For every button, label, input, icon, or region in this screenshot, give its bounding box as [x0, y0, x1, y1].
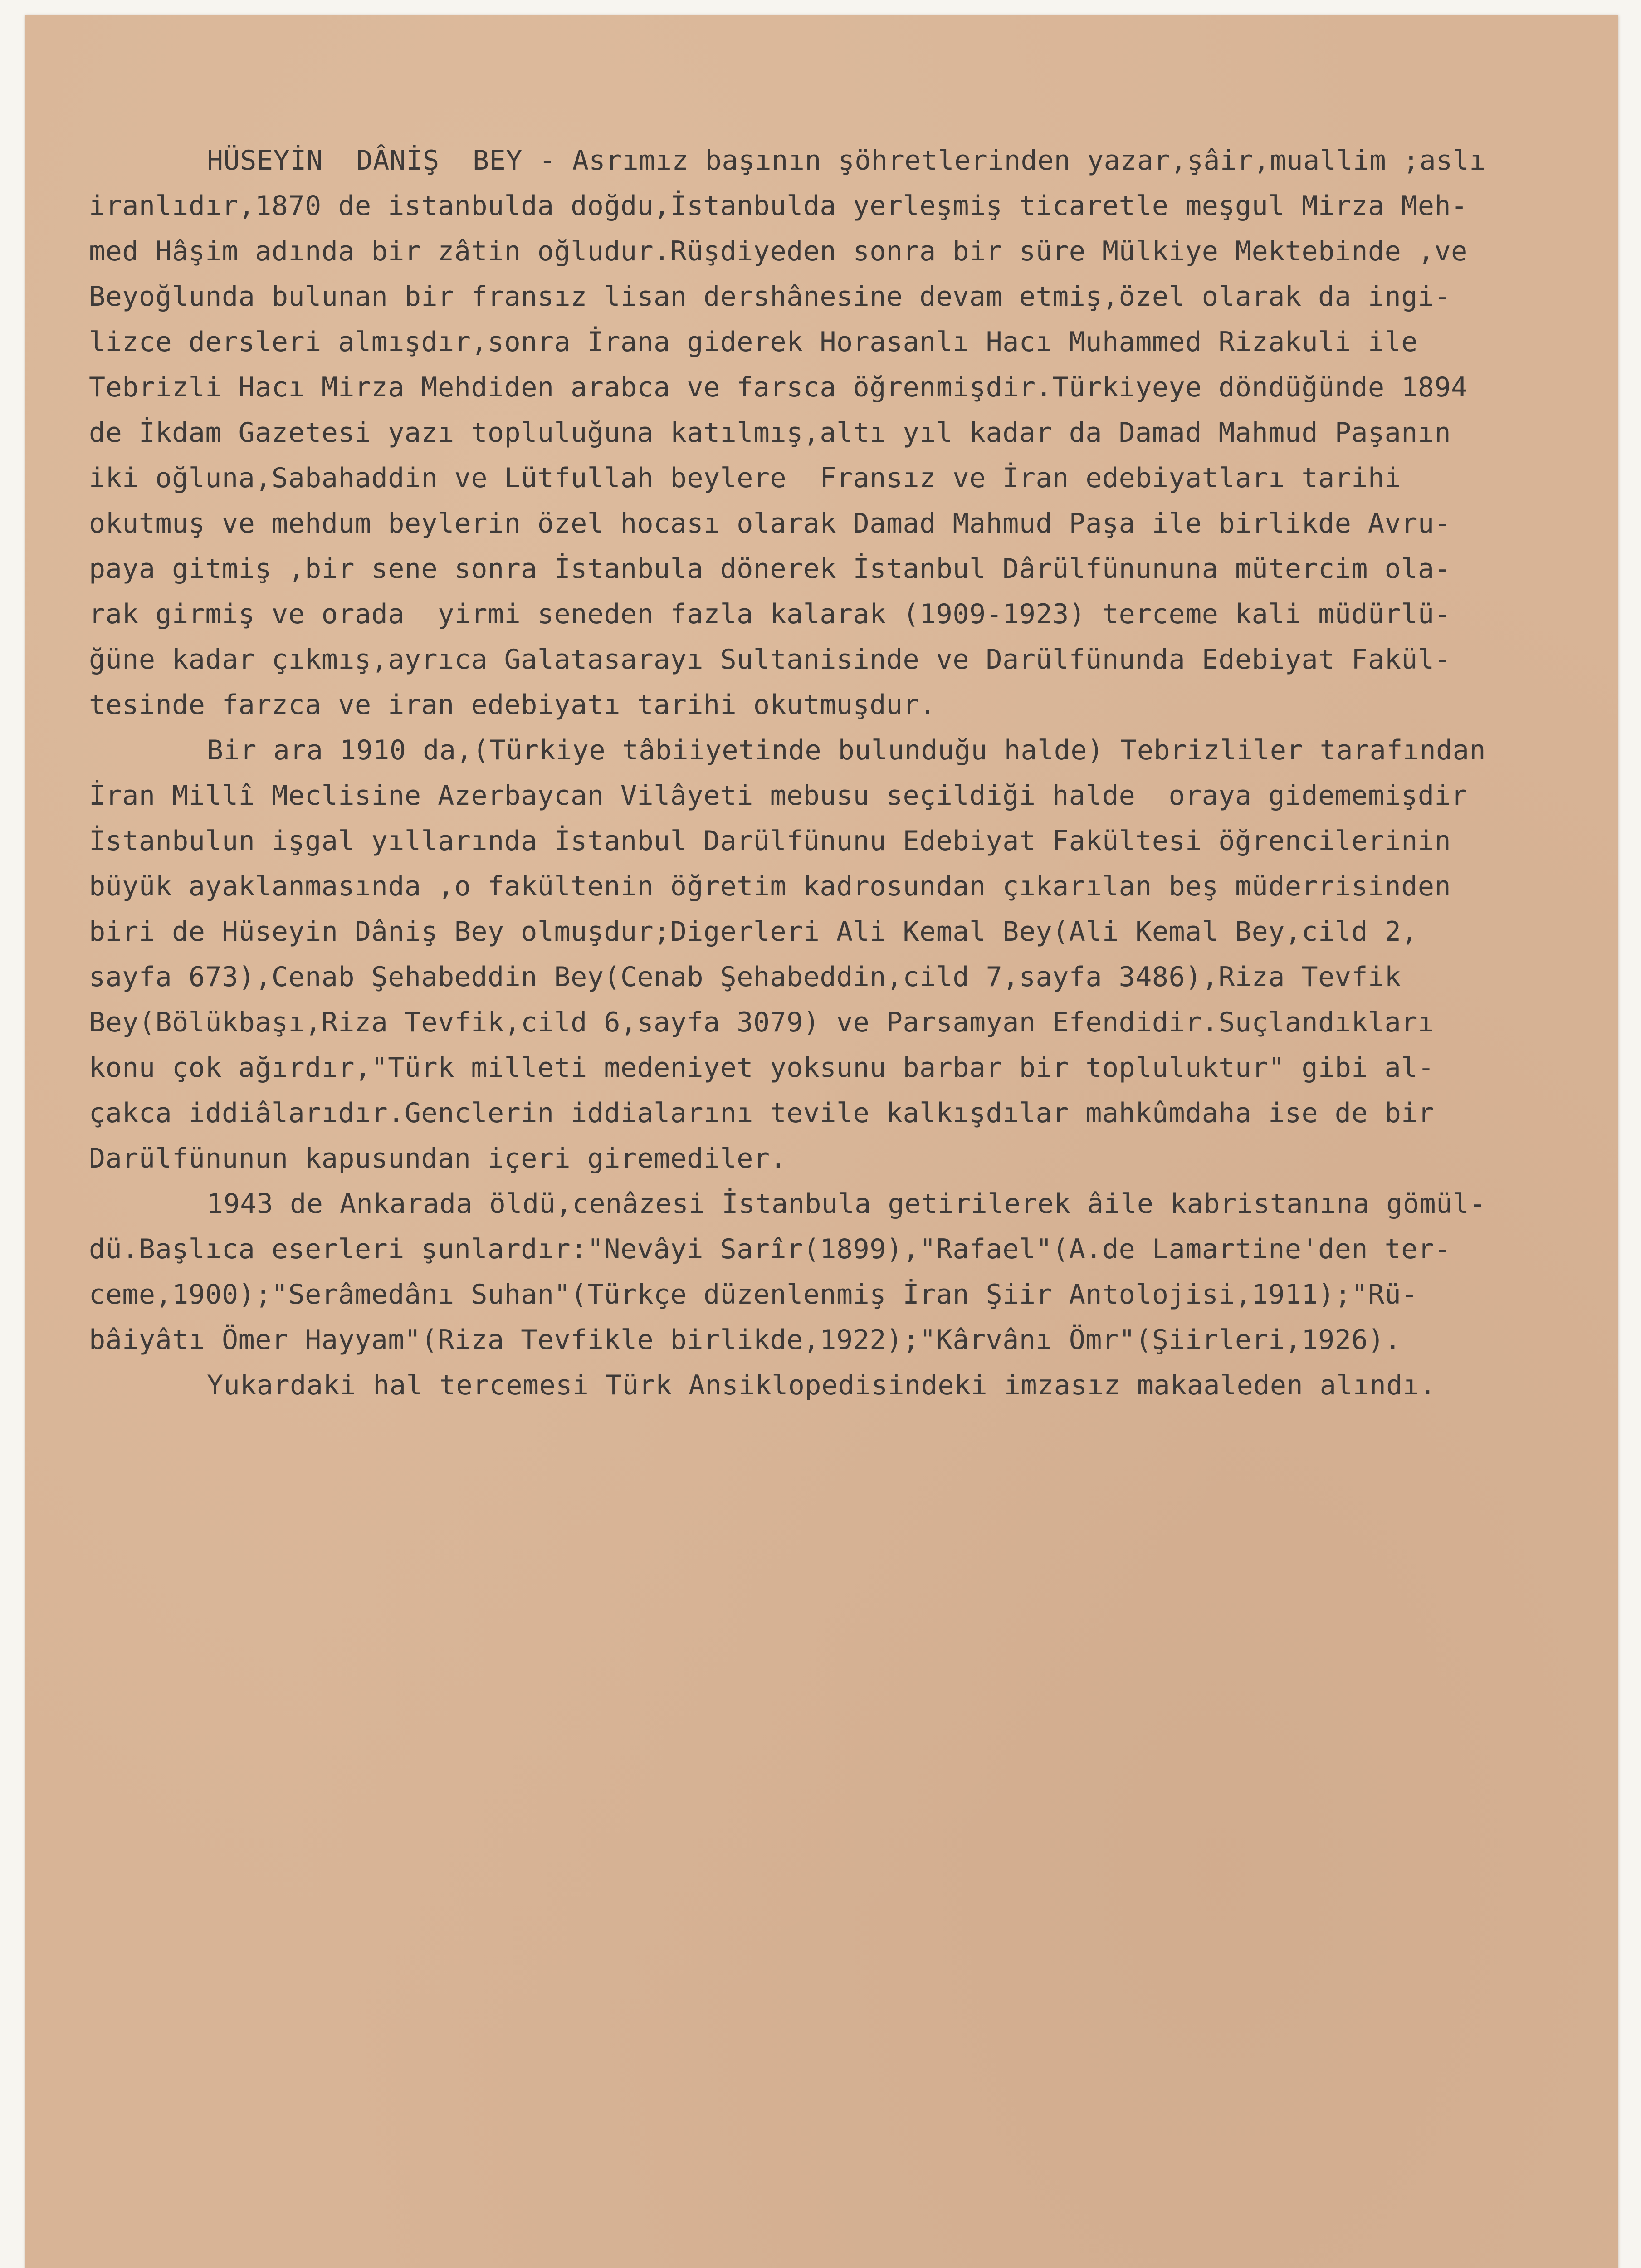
text-line: paya gitmiş ,bir sene sonra İstanbula dönerek İstanbul Dârülfünununa mütercim ola- [89, 553, 1451, 585]
text-line: tesinde farzca ve iran edebiyatı tarihi okutmuşdur. [89, 689, 936, 721]
paragraph-works [89, 1181, 1622, 1363]
text-line: 1943 de Ankarada öldü,cenâzesi İstanbula getirilerek âile kabristanına gömül- [207, 1188, 1486, 1220]
paragraph-biography [89, 138, 1622, 728]
text-line: HÜSEYİN DÂNİŞ BEY - Asrımız başının şöhretlerinden yazar,şâir,muallim ;aslı [207, 145, 1486, 176]
text-line: dü.Başlıca eserleri şunlardır:"Nevâyi Sarîr(1899),"Rafael"(A.de Lamartine'den ter- [89, 1233, 1451, 1265]
text-line: med Hâşim adında bir zâtin oğludur.Rüşdiyeden sonra bir süre Mülkiye Mektebinde ,ve [89, 235, 1468, 267]
text-line: Darülfünunun kapusundan içeri giremediler. [89, 1143, 787, 1174]
text-line: bâiyâtı Ömer Hayyam"(Riza Tevfikle birlikde,1922);"Kârvânı Ömr"(Şiirleri,1926). [89, 1324, 1402, 1356]
text-line: çakca iddiâlarıdır.Genclerin iddialarını tevile kalkışdılar mahkûmdaha ise de bir [89, 1097, 1435, 1129]
text-line: okutmuş ve mehdum beylerin özel hocası olarak Damad Mahmud Paşa ile birlikde Avru- [89, 508, 1451, 539]
text-line: Yukardaki hal tercemesi Türk Ansiklopedisindeki imzasız makaaleden alındı. [207, 1369, 1436, 1401]
text-line: Bey(Bölükbaşı,Riza Tevfik,cild 6,sayfa 3079) ve Parsamyan Efendidir.Suçlandıkları [89, 1007, 1435, 1038]
text-line: İstanbulun işgal yıllarında İstanbul Darülfünunu Edebiyat Fakültesi öğrencilerinin [89, 825, 1451, 857]
paragraph-source [89, 1363, 1622, 1408]
text-line: lizce dersleri almışdır,sonra İrana giderek Horasanlı Hacı Muhammed Rizakuli ile [89, 326, 1418, 358]
text-line: büyük ayaklanmasında ,o fakültenin öğretim kadrosundan çıkarılan beş müderrisinden [89, 870, 1451, 902]
text-line: Tebrizli Hacı Mirza Mehdiden arabca ve farsca öğrenmişdir.Türkiyeye döndüğünde 1894 [89, 371, 1468, 403]
paragraph-university [89, 728, 1622, 1181]
text-line: ğüne kadar çıkmış,ayrıca Galatasarayı Sultanisinde ve Darülfünunda Edebiyat Fakül- [89, 644, 1451, 675]
text-line: konu çok ağırdır,"Türk milleti medeniyet yoksunu barbar bir topluluktur" gibi al- [89, 1052, 1435, 1084]
text-line: iki oğluna,Sabahaddin ve Lütfullah beylere Fransız ve İran edebiyatları tarihi [89, 462, 1402, 494]
text-line: biri de Hüseyin Dâniş Bey olmuşdur;Digerleri Ali Kemal Bey(Ali Kemal Bey,cild 2, [89, 916, 1418, 948]
text-line: iranlıdır,1870 de istanbulda doğdu,İstanbulda yerleşmiş ticaretle meşgul Mirza Meh- [89, 190, 1468, 222]
paper-sheet [25, 15, 1618, 2268]
text-line: İran Millî Meclisine Azerbaycan Vilâyeti mebusu seçildiği halde oraya gidememişdir [89, 780, 1468, 811]
text-line: ceme,1900);"Serâmedânı Suhan"(Türkçe düzenlenmiş İran Şiir Antolojisi,1911);"Rü- [89, 1279, 1418, 1310]
text-line: rak girmiş ve orada yirmi seneden fazla kalarak (1909-1923) terceme kali müdürlü- [89, 598, 1451, 630]
text-line: Beyoğlunda bulunan bir fransız lisan dershânesine devam etmiş,özel olarak da ingi- [89, 281, 1451, 313]
text-line: sayfa 673),Cenab Şehabeddin Bey(Cenab Şehabeddin,cild 7,sayfa 3486),Riza Tevfik [89, 961, 1402, 993]
text-line: Bir ara 1910 da,(Türkiye tâbiiyetinde bulunduğu halde) Tebrizliler tarafından [207, 734, 1486, 766]
text-line: de İkdam Gazetesi yazı topluluğuna katılmış,altı yıl kadar da Damad Mahmud Paşanın [89, 417, 1451, 449]
typewritten-text [89, 138, 1622, 1408]
